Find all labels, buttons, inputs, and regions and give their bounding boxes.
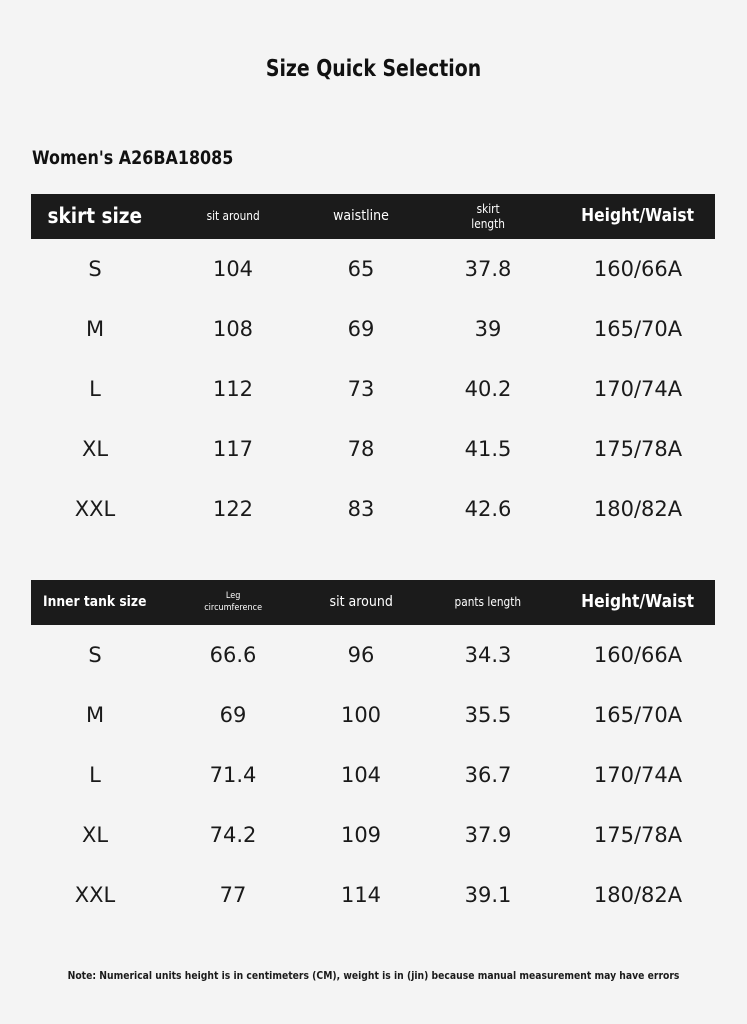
cell-size: M (85, 703, 105, 727)
header-leg-circumference: Leg circumference (204, 591, 262, 613)
header-waistline: waistline (333, 207, 389, 224)
cell-size: XXL (74, 883, 116, 907)
cell-sit-around: 96 (347, 643, 375, 667)
cell-sit-around: 104 (212, 257, 254, 281)
cell-height-waist: 180/82A (593, 497, 683, 521)
cell-size: XL (81, 823, 109, 847)
cell-waistline: 83 (347, 497, 375, 521)
table-row (31, 805, 715, 865)
header-sit-around: sit around (206, 209, 260, 223)
cell-size: XXL (74, 497, 116, 521)
cell-height-waist: 180/82A (593, 883, 683, 907)
cell-leg-circumference: 77 (219, 883, 247, 907)
table-row (31, 239, 715, 299)
cell-leg-circumference: 69 (219, 703, 247, 727)
table-body (31, 625, 715, 925)
cell-leg-circumference: 71.4 (209, 763, 257, 787)
product-code: Women's A26BA18085 (32, 147, 234, 169)
cell-size: L (89, 377, 101, 401)
table-row (31, 625, 715, 685)
cell-skirt-length: 39 (474, 317, 502, 341)
header-skirt-size: skirt size (47, 204, 143, 229)
table-body (31, 239, 715, 539)
header-height-waist: Height/Waist (581, 591, 695, 613)
cell-size: S (88, 643, 102, 667)
cell-pants-length: 35.5 (464, 703, 512, 727)
cell-height-waist: 170/74A (593, 763, 683, 787)
cell-skirt-length: 37.8 (464, 257, 512, 281)
cell-pants-length: 34.3 (464, 643, 512, 667)
header-sit-around: sit around (329, 593, 393, 610)
header-height-waist: Height/Waist (581, 205, 695, 227)
page-title: Size Quick Selection (265, 56, 482, 82)
cell-sit-around: 112 (212, 377, 254, 401)
measurement-note: Note: Numerical units height is in centimeters (CM), weight is in (jin) because manual measurement may have errors (67, 969, 680, 982)
cell-waistline: 65 (347, 257, 375, 281)
cell-pants-length: 37.9 (464, 823, 512, 847)
cell-waistline: 78 (347, 437, 375, 461)
cell-size: XL (81, 437, 109, 461)
table-header (31, 580, 715, 625)
table-row (31, 419, 715, 479)
cell-pants-length: 36.7 (464, 763, 512, 787)
table-row (31, 745, 715, 805)
cell-height-waist: 170/74A (593, 377, 683, 401)
header-pants-length: pants length (454, 595, 522, 609)
cell-sit-around: 114 (340, 883, 382, 907)
cell-size: M (85, 317, 105, 341)
cell-sit-around: 117 (212, 437, 254, 461)
table-row (31, 359, 715, 419)
cell-skirt-length: 41.5 (464, 437, 512, 461)
table-row (31, 865, 715, 925)
header-inner-tank-size: Inner tank size (43, 593, 147, 610)
cell-skirt-length: 42.6 (464, 497, 512, 521)
skirt-size-table (31, 194, 715, 539)
cell-skirt-length: 40.2 (464, 377, 512, 401)
cell-size: S (88, 257, 102, 281)
cell-height-waist: 175/78A (593, 437, 683, 461)
cell-height-waist: 165/70A (593, 317, 683, 341)
cell-sit-around: 104 (340, 763, 382, 787)
cell-sit-around: 100 (340, 703, 382, 727)
cell-height-waist: 175/78A (593, 823, 683, 847)
cell-height-waist: 160/66A (593, 643, 683, 667)
cell-waistline: 73 (347, 377, 375, 401)
cell-sit-around: 122 (212, 497, 254, 521)
table-header (31, 194, 715, 239)
cell-size: L (89, 763, 101, 787)
cell-waistline: 69 (347, 317, 375, 341)
cell-height-waist: 165/70A (593, 703, 683, 727)
table-row (31, 685, 715, 745)
table-row (31, 299, 715, 359)
cell-sit-around: 108 (212, 317, 254, 341)
inner-tank-size-table (31, 580, 715, 925)
cell-pants-length: 39.1 (464, 883, 512, 907)
table-row (31, 479, 715, 539)
cell-leg-circumference: 66.6 (209, 643, 257, 667)
cell-sit-around: 109 (340, 823, 382, 847)
cell-height-waist: 160/66A (593, 257, 683, 281)
cell-leg-circumference: 74.2 (209, 823, 257, 847)
header-skirt-length: skirt length (471, 201, 505, 231)
